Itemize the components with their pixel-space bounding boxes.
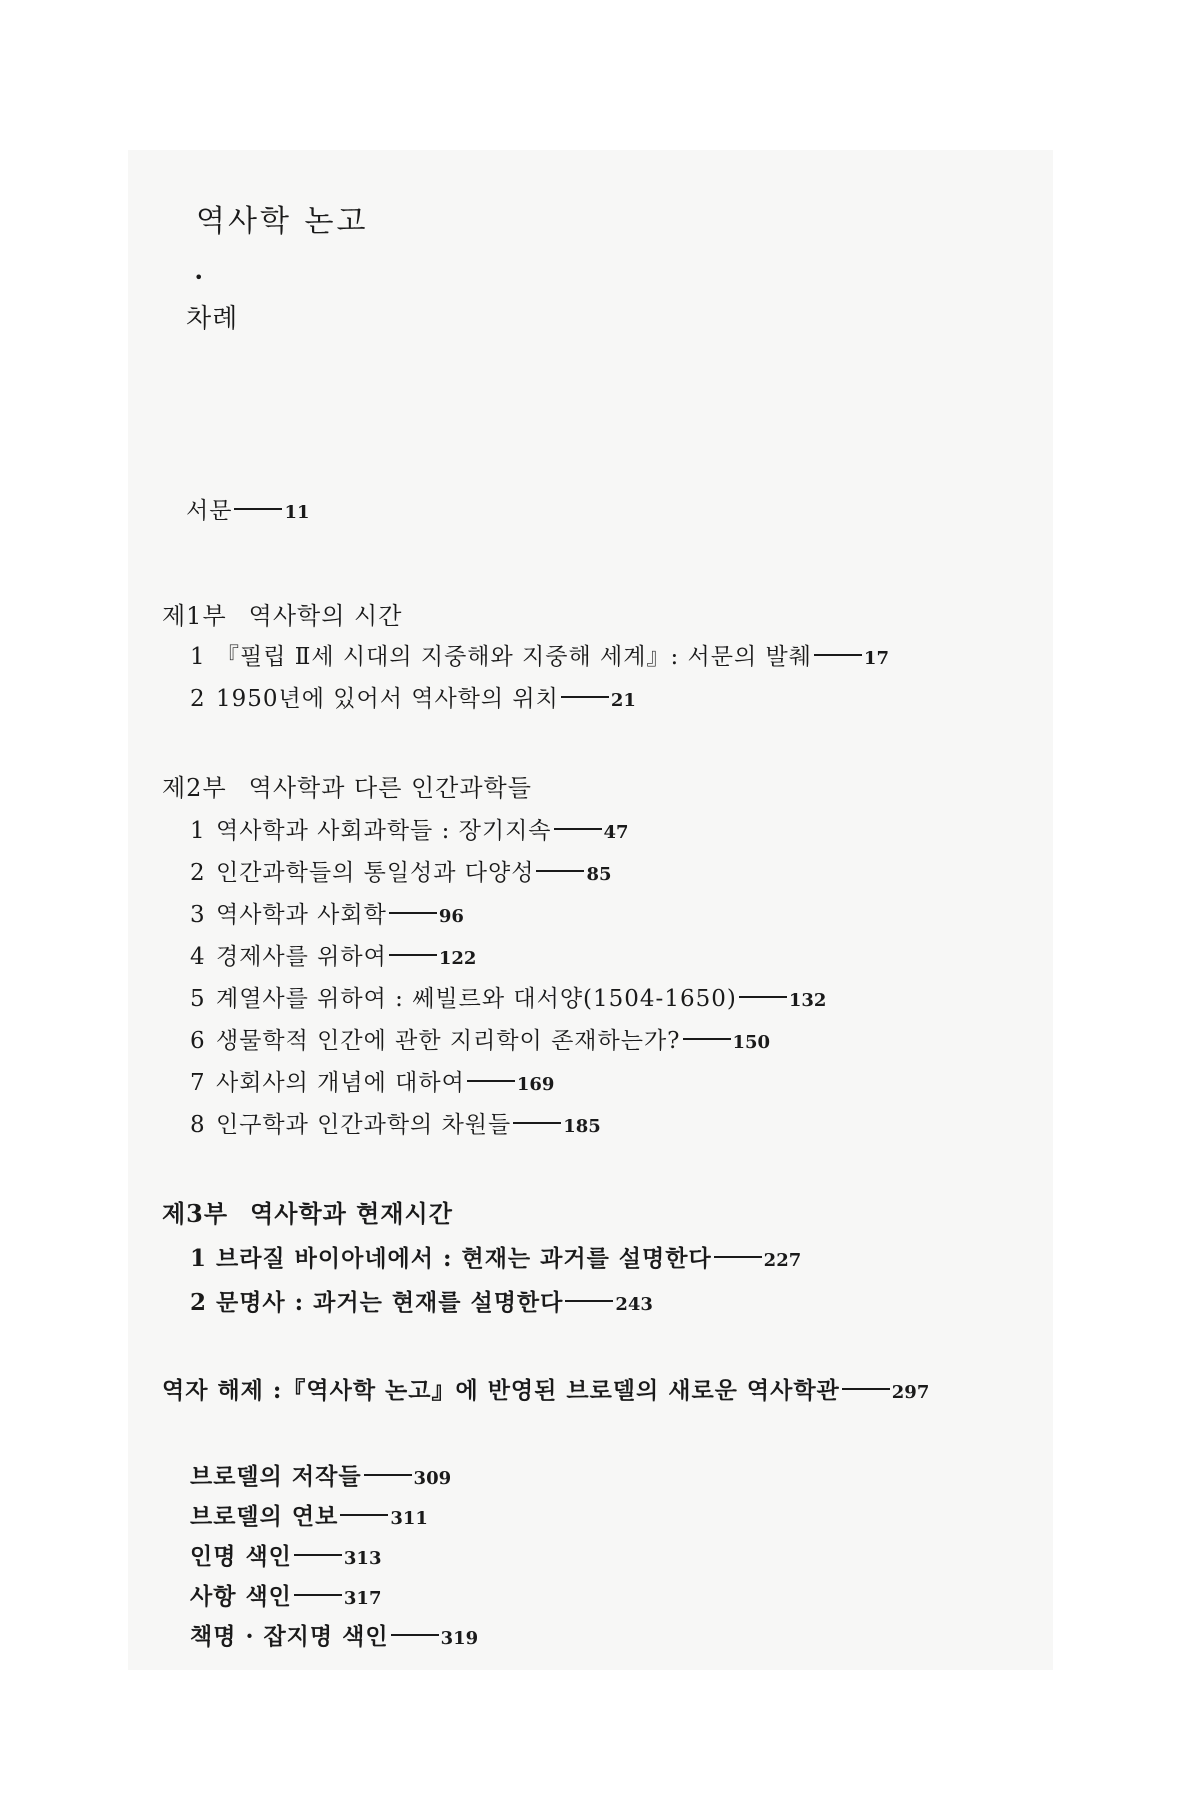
page-number: 313	[343, 1548, 382, 1569]
page-number: 317	[343, 1588, 382, 1609]
toc-entry-appendix	[190, 1498, 428, 1531]
entry-title: 1950년에 있어서 역사학의 위치	[216, 686, 559, 712]
toc-entry	[190, 812, 629, 845]
book-title: 역사학 논고	[196, 204, 369, 239]
entry-title: 『필립 Ⅱ세 시대의 지중해와 지중해 세계』: 서문의 발췌	[216, 644, 812, 670]
page-number: 227	[763, 1250, 802, 1271]
page-number: 17	[863, 648, 889, 669]
page-number: 96	[438, 906, 464, 927]
leader-dash	[536, 870, 584, 872]
leader-dash	[294, 1594, 342, 1596]
entry-title: 계열사를 위하여 : 쎄빌르와 대서양(1504-1650)	[216, 986, 737, 1012]
toc-entry-appendix	[190, 1538, 381, 1571]
page-number: 150	[732, 1032, 771, 1053]
entry-title: 인명 색인	[190, 1543, 292, 1570]
entry-title: 경제사를 위하여	[216, 944, 387, 970]
toc-entry-appendix	[190, 1578, 381, 1611]
leader-dash	[294, 1554, 342, 1556]
leader-dash	[561, 696, 609, 698]
leader-dash	[389, 954, 437, 956]
leader-dash	[364, 1474, 412, 1476]
entry-number: 1	[190, 644, 206, 670]
entry-number: 2	[190, 686, 206, 712]
part-label: 제1부	[162, 602, 227, 630]
page-number: 311	[390, 1508, 428, 1529]
leader-dash	[340, 1514, 388, 1516]
leader-dash	[565, 1300, 613, 1302]
toc-entry	[190, 1064, 554, 1097]
page-number: 85	[586, 864, 612, 885]
entry-number: 6	[190, 1028, 206, 1054]
page-number: 309	[413, 1468, 452, 1489]
toc-entry	[190, 680, 636, 713]
entry-title: 인구학과 인간과학의 차원들	[216, 1112, 512, 1138]
leader-dash	[842, 1388, 890, 1390]
entry-number: 5	[190, 986, 206, 1012]
toc-entry	[190, 1240, 801, 1273]
part-label: 제2부	[162, 774, 227, 802]
toc-entry	[190, 854, 612, 887]
entry-title: 역자 해제 :『역사학 논고』에 반영된 브로델의 새로운 역사학관	[162, 1377, 840, 1404]
title-bullet: •	[194, 268, 204, 287]
leader-dash	[234, 508, 282, 510]
toc-entry-appendix	[190, 1618, 478, 1651]
page-number: 243	[615, 1294, 653, 1315]
page-number: 185	[563, 1116, 601, 1137]
entry-title: 브라질 바이아네에서 : 현재는 과거를 설명한다	[216, 1245, 712, 1272]
entry-title: 역사학과 사회과학들 : 장기지속	[216, 818, 552, 844]
entry-number: 1	[190, 818, 206, 844]
page-number: 122	[438, 948, 477, 969]
entry-title: 인간과학들의 통일성과 다양성	[216, 860, 535, 886]
leader-dash	[683, 1038, 731, 1040]
page-number: 169	[516, 1074, 555, 1095]
toc-entry-preface	[186, 492, 310, 525]
toc-entry	[190, 1284, 653, 1317]
leader-dash	[554, 828, 602, 830]
page-number: 132	[788, 990, 827, 1011]
entry-number: 4	[190, 944, 206, 970]
toc-heading: 차례	[186, 304, 239, 334]
part-heading-3	[162, 1194, 453, 1229]
entry-title: 브로델의 연보	[190, 1503, 339, 1530]
entry-number: 3	[190, 902, 206, 928]
page-number: 319	[440, 1628, 479, 1649]
entry-title: 문명사 : 과거는 현재를 설명한다	[216, 1289, 564, 1316]
toc-entry	[190, 638, 889, 671]
entry-number: 1	[190, 1245, 208, 1272]
toc-entry-commentary	[162, 1372, 929, 1405]
entry-title: 사회사의 개념에 대하여	[216, 1070, 465, 1096]
toc-entry	[190, 938, 476, 971]
leader-dash	[814, 654, 862, 656]
toc-entry	[190, 980, 826, 1013]
toc-entry	[190, 1022, 770, 1055]
page-number: 47	[603, 822, 629, 843]
entry-title: 사항 색인	[190, 1583, 292, 1610]
toc-entry	[190, 896, 464, 929]
entry-number: 8	[190, 1112, 206, 1138]
toc-entry-appendix	[190, 1458, 451, 1491]
part-label: 제3부	[162, 1199, 229, 1228]
leader-dash	[739, 996, 787, 998]
entry-title: 생물학적 인간에 관한 지리학이 존재하는가?	[216, 1028, 681, 1054]
leader-dash	[513, 1122, 561, 1124]
entry-number: 2	[190, 1289, 208, 1316]
toc-entry	[190, 1106, 601, 1139]
entry-title: 서문	[186, 498, 233, 524]
part-title: 역사학과 다른 인간과학들	[248, 774, 532, 802]
page-number: 21	[610, 690, 636, 711]
page-number: 297	[891, 1382, 930, 1403]
leader-dash	[389, 912, 437, 914]
leader-dash	[714, 1256, 762, 1258]
part-heading-2	[162, 768, 532, 803]
entry-number: 7	[190, 1070, 206, 1096]
leader-dash	[391, 1634, 439, 1636]
entry-title: 역사학과 사회학	[216, 902, 387, 928]
part-heading-1	[162, 596, 402, 631]
entry-number: 2	[190, 860, 206, 886]
part-title: 역사학의 시간	[248, 602, 403, 630]
entry-title: 책명 · 잡지명 색인	[190, 1623, 389, 1650]
part-title: 역사학과 현재시간	[250, 1199, 453, 1228]
page-number: 11	[284, 502, 310, 523]
leader-dash	[467, 1080, 515, 1082]
entry-title: 브로델의 저작들	[190, 1463, 362, 1490]
